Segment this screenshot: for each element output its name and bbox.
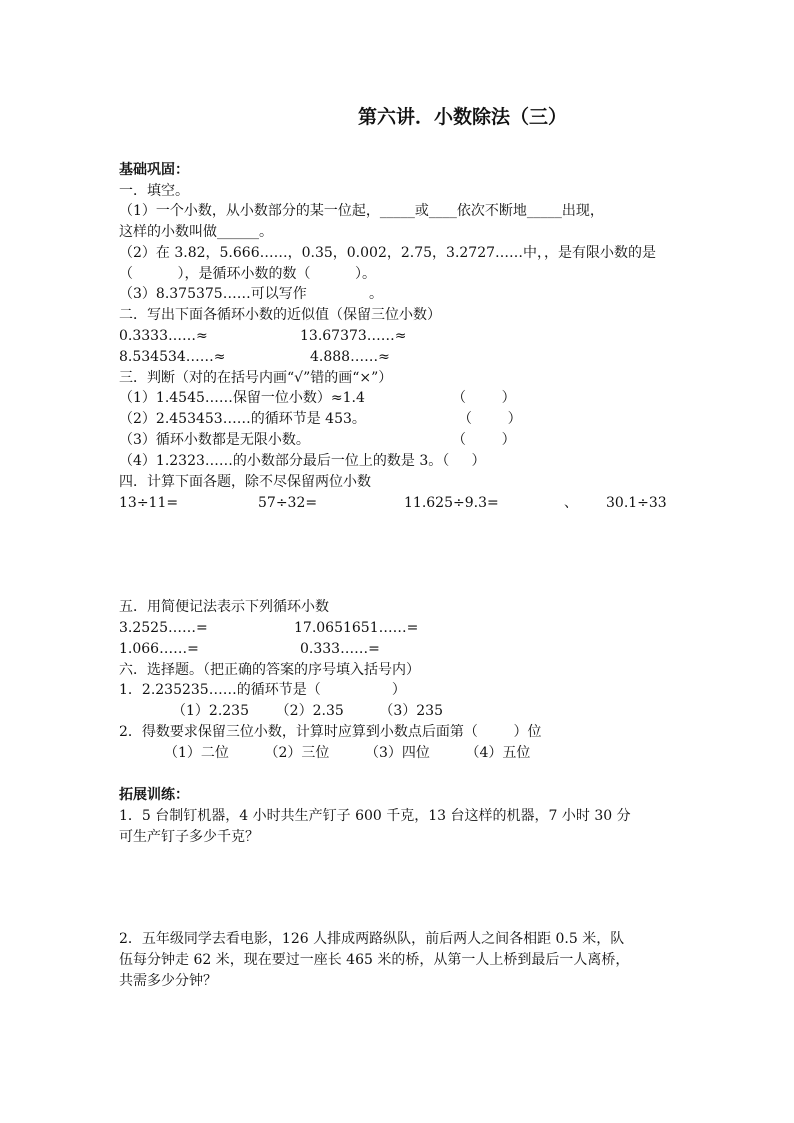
problem2-line3: 共需多少分钟？ (119, 973, 217, 989)
notation-item-d: 0.333……= (300, 641, 380, 657)
approx-item-b: 13.67373……≈ (300, 328, 407, 344)
choice-heading: 六．选择题。（把正确的答案的序号填入括号内） (119, 662, 420, 678)
choice-q2: 2．得数要求保留三位小数，计算时应算到小数点后面第（ ）位 (119, 724, 542, 740)
judge-q4: （4）1.2323……的小数部分最后一位上的数是 3。（ ） (119, 453, 486, 469)
fill-blank-q1-line1: （1）一个小数，从小数部分的某一位起，_____或____依次不断地_____出现， (119, 203, 604, 219)
calc-item-b: 57÷32= (258, 495, 318, 511)
fill-blank-heading: 一．填空。 (119, 183, 189, 199)
problem1-line2: 可生产钉子多少千克？ (119, 829, 259, 845)
extension-section-header: 拓展训练： (119, 787, 189, 803)
judge-q2: （2）2.453453……的循环节是 453。 (119, 411, 366, 427)
approx-item-c: 8.534534……≈ (119, 349, 226, 365)
judge-q3-paren: （ ） (452, 432, 516, 448)
basic-section-header: 基础巩固： (119, 162, 189, 178)
judge-q3: （3）循环小数都是无限小数。 (119, 432, 310, 448)
calc-item-c: 11.625÷9.3= (404, 495, 499, 511)
notation-item-b: 17.0651651……= (294, 620, 419, 636)
calc-item-d: 30.1÷33 (606, 495, 667, 511)
choice-q1: 1．2.235235……的循环节是（ ） (119, 682, 406, 698)
fill-blank-q3: （3）8.375375……可以写作 。 (119, 286, 384, 302)
approx-heading: 二．写出下面各循环小数的近似值（保留三位小数） (119, 307, 441, 323)
fill-blank-q1-line2: 这样的小数叫做______。 (119, 224, 273, 240)
calc-separator: 、 (564, 495, 578, 511)
page-title: 第六讲．小数除法（三） (358, 106, 568, 128)
choice-q1-options: （1）2.235 （2）2.35 （3）235 (172, 703, 443, 719)
judge-q2-paren: （ ） (458, 411, 522, 427)
calc-item-a: 13÷11= (119, 495, 179, 511)
judge-heading: 三．判断（对的在括号内画“√”错的画“×”） (119, 370, 393, 386)
problem1-line1: 1．5 台制钉机器，4 小时共生产钉子 600 千克，13 台这样的机器，7 小时 30 分 (119, 808, 631, 824)
approx-item-a: 0.3333……≈ (119, 328, 208, 344)
notation-heading: 五．用简便记法表示下列循环小数 (119, 599, 329, 615)
fill-blank-q2-line1: （2）在 3.82，5.666……，0.35，0.002，2.75，3.2727……中，，是有限小数的是 (119, 245, 657, 261)
judge-q1-paren: （ ） (452, 390, 516, 406)
problem2-line2: 伍每分钟走 62 米，现在要过一座长 465 米的桥，从第一人上桥到最后一人离桥， (119, 952, 630, 968)
notation-item-c: 1.066……= (119, 641, 199, 657)
judge-q1: （1）1.4545……保留一位小数）≈1.4 (119, 390, 365, 406)
notation-item-a: 3.2525……= (119, 620, 208, 636)
problem2-line1: 2．五年级同学去看电影，126 人排成两路纵队，前后两人之间各相距 0.5 米，队 (119, 931, 625, 947)
fill-blank-q2-line2: （ ），是循环小数的数（ ）。 (119, 266, 377, 282)
calc-heading: 四．计算下面各题，除不尽保留两位小数 (119, 474, 371, 490)
choice-q2-options: （1）二位 （2）三位 （3）四位 （4）五位 (164, 745, 531, 761)
approx-item-d: 4.888……≈ (310, 349, 390, 365)
